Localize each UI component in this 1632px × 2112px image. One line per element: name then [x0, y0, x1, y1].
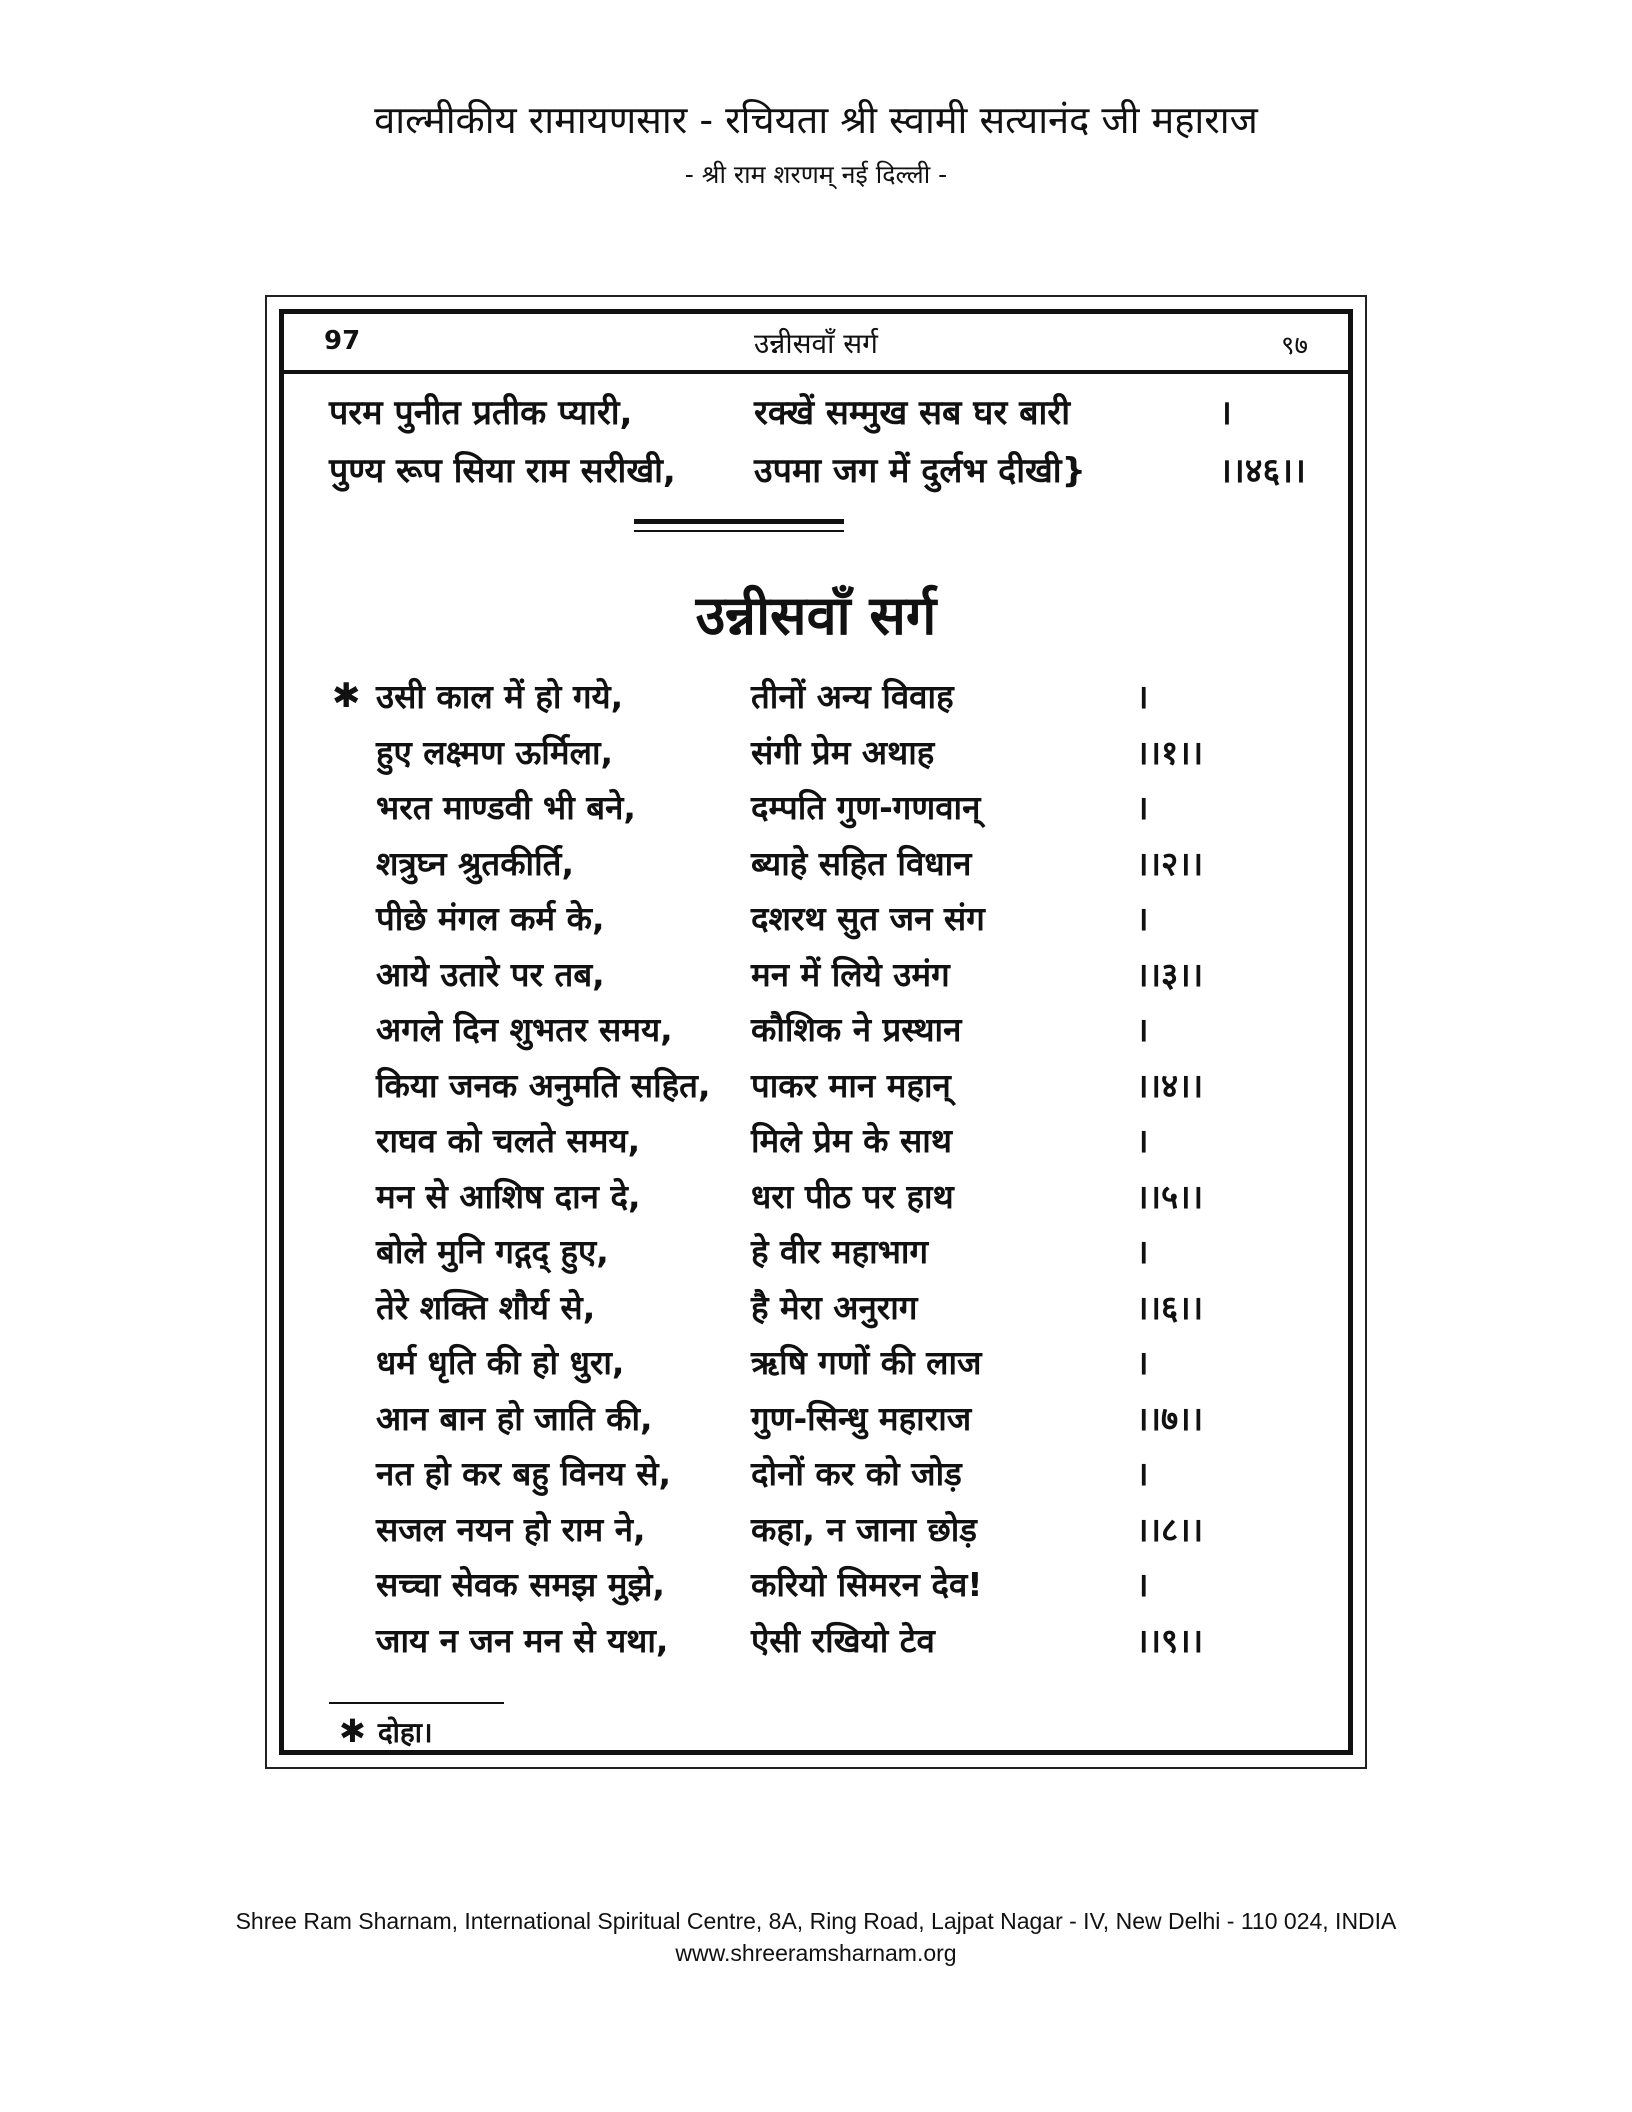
verse-end-mark: ।	[1219, 393, 1232, 433]
verse-line	[284, 1335, 1348, 1391]
verse-end-mark: ।।५।।	[1136, 1176, 1204, 1216]
verse-end-mark: ।	[1136, 1010, 1149, 1049]
footnote	[339, 1712, 433, 1751]
verse-first-half: उसी काल में हो गये,	[376, 677, 624, 716]
divider-thick-line	[634, 519, 844, 524]
verse-line	[284, 1557, 1348, 1613]
verse-first-half: अगले दिन शुभतर समय,	[376, 1010, 673, 1049]
verse-end-mark: ।।६।।	[1136, 1287, 1204, 1327]
verse-second-half: तीनों अन्य विवाह	[751, 677, 954, 716]
verse-first-half: पीछे मंगल कर्म के,	[376, 899, 605, 938]
running-title: उन्नीसवाँ सर्ग	[754, 327, 878, 360]
verse-second-half: दशरथ सुत जन संग	[751, 899, 985, 938]
verse-first-half: हुए लक्ष्मण ऊर्मिला,	[376, 732, 614, 772]
verse-end-mark: ।	[1136, 1454, 1149, 1493]
verse-line	[284, 836, 1348, 892]
verse-line	[284, 1169, 1348, 1225]
verse-second-half: मन में लिये उमंग	[751, 954, 950, 994]
document-header	[0, 95, 1632, 193]
verse-line	[284, 1391, 1348, 1447]
verse-line	[284, 891, 1348, 947]
previous-verse	[329, 384, 1348, 500]
verse-line	[284, 947, 1348, 1003]
verse-first-half: सच्चा सेवक समझ मुझे,	[376, 1565, 665, 1604]
verse-second-half: हे वीर महाभाग	[751, 1232, 929, 1271]
footnote-text: दोहा।	[377, 1716, 433, 1749]
verse-second-half: ऋषि गणों की लाज	[751, 1343, 982, 1382]
footer-website-link[interactable]: www.shreeramsharnam.org	[675, 1940, 957, 1966]
asterisk-icon: ✱	[339, 1712, 366, 1750]
verse-end-mark: ।	[1136, 677, 1149, 716]
verse-end-mark: ।।२।।	[1136, 843, 1204, 883]
verse-second-half: कौशिक ने प्रस्थान	[751, 1010, 962, 1049]
verse-end-mark: ।।७।।	[1136, 1398, 1204, 1438]
verse-second-half: उपमा जग में दुर्लभ दीखी}	[754, 451, 1086, 491]
verse-first-half: शत्रुघ्न श्रुतकीर्ति,	[376, 843, 575, 883]
verse-first-half: आन बान हो जाति की,	[376, 1398, 653, 1438]
divider-thin-line	[634, 530, 844, 532]
verse-first-half: तेरे शक्ति शौर्य से,	[376, 1287, 596, 1327]
asterisk-icon: ✱	[332, 676, 361, 716]
verse-second-half: पाकर मान महान्	[751, 1065, 951, 1105]
section-divider	[634, 519, 844, 532]
document-title: वाल्मीकीय रामायणसार - रचियता श्री स्वामी सत्यानंद जी महाराज	[374, 98, 1258, 142]
page-frame	[265, 295, 1367, 1769]
verse-second-half: है मेरा अनुराग	[751, 1287, 918, 1327]
verse-end-mark: ।।१।।	[1136, 732, 1204, 772]
verse-second-half: दम्पति गुण-गणवान्	[751, 788, 981, 827]
verse-second-half: करियो सिमरन देव!	[751, 1565, 983, 1604]
verse-first-half: सजल नयन हो राम ने,	[376, 1509, 646, 1549]
verse-end-mark: ।	[1136, 1343, 1149, 1382]
verse-end-mark: ।।९।।	[1136, 1620, 1204, 1660]
verse-line	[284, 1446, 1348, 1502]
page-frame-inner	[279, 309, 1353, 1755]
verse-second-half: गुण-सिन्धु महाराज	[751, 1398, 972, 1438]
verse-line	[284, 1002, 1348, 1058]
chapter-title: उन्नीसवाँ सर्ग	[695, 584, 937, 647]
verse-end-mark: ।।८।।	[1136, 1509, 1204, 1549]
verse-list	[284, 669, 1348, 1668]
verse-first-half: किया जनक अनुमति सहित,	[376, 1065, 711, 1105]
footer-address: Shree Ram Sharnam, International Spiritual Centre, 8A, Ring Road, Lajpat Nagar - IV, New Delhi - 110 024, INDIA	[235, 1908, 1397, 1934]
verse-end-mark: ।।४।।	[1136, 1065, 1204, 1105]
verse-line	[284, 1113, 1348, 1169]
verse-line	[284, 780, 1348, 836]
verse-second-half: ब्याहे सहित विधान	[751, 843, 972, 883]
page-number-arabic: 97	[324, 326, 361, 356]
verse-end-mark: ।।४६।।	[1219, 451, 1306, 491]
verse-end-mark: ।	[1136, 1121, 1149, 1160]
verse-line	[284, 1280, 1348, 1336]
verse-second-half: मिले प्रेम के साथ	[751, 1121, 952, 1160]
running-header	[284, 314, 1348, 374]
verse-line	[329, 442, 1348, 500]
verse-first-half: धर्म धृति की हो धुरा,	[376, 1343, 625, 1382]
verse-second-half: कहा, न जाना छोड़	[751, 1509, 977, 1549]
verse-end-mark: ।	[1136, 788, 1149, 827]
verse-end-mark: ।	[1136, 1565, 1149, 1604]
verse-line	[329, 384, 1348, 442]
verse-second-half: ऐसी रखियो टेव	[751, 1620, 935, 1660]
verse-first-half: जाय न जन मन से यथा,	[376, 1620, 669, 1660]
verse-line	[284, 1502, 1348, 1558]
verse-second-half: संगी प्रेम अथाह	[751, 732, 935, 772]
verse-second-half: धरा पीठ पर हाथ	[751, 1176, 954, 1216]
document-subtitle: - श्री राम शरणम् नई दिल्ली -	[684, 160, 948, 189]
verse-line	[284, 1224, 1348, 1280]
footnote-rule	[329, 1702, 504, 1704]
verse-end-mark: ।	[1136, 899, 1149, 938]
verse-second-half: दोनों कर को जोड़	[751, 1454, 962, 1493]
verse-end-mark: ।।३।।	[1136, 954, 1204, 994]
document-footer	[0, 1905, 1632, 1969]
verse-line	[284, 1613, 1348, 1669]
verse-first-half: राघव को चलते समय,	[376, 1121, 641, 1160]
verse-line	[284, 669, 1348, 725]
verse-first-half: पुण्य रूप सिया राम सरीखी,	[329, 451, 676, 491]
verse-first-half: भरत माण्डवी भी बने,	[376, 788, 636, 827]
page-number-devanagari: ९७	[1280, 331, 1308, 361]
verse-first-half: परम पुनीत प्रतीक प्यारी,	[329, 393, 633, 433]
verse-line	[284, 725, 1348, 781]
verse-second-half: रक्खें सम्मुख सब घर बारी	[754, 393, 1071, 433]
verse-first-half: बोले मुनि गद्गद् हुए,	[376, 1232, 609, 1271]
verse-first-half: आये उतारे पर तब,	[376, 954, 605, 994]
verse-first-half: नत हो कर बहु विनय से,	[376, 1454, 672, 1493]
verse-end-mark: ।	[1136, 1232, 1149, 1271]
verse-first-half: मन से आशिष दान दे,	[376, 1176, 641, 1216]
verse-line	[284, 1058, 1348, 1114]
